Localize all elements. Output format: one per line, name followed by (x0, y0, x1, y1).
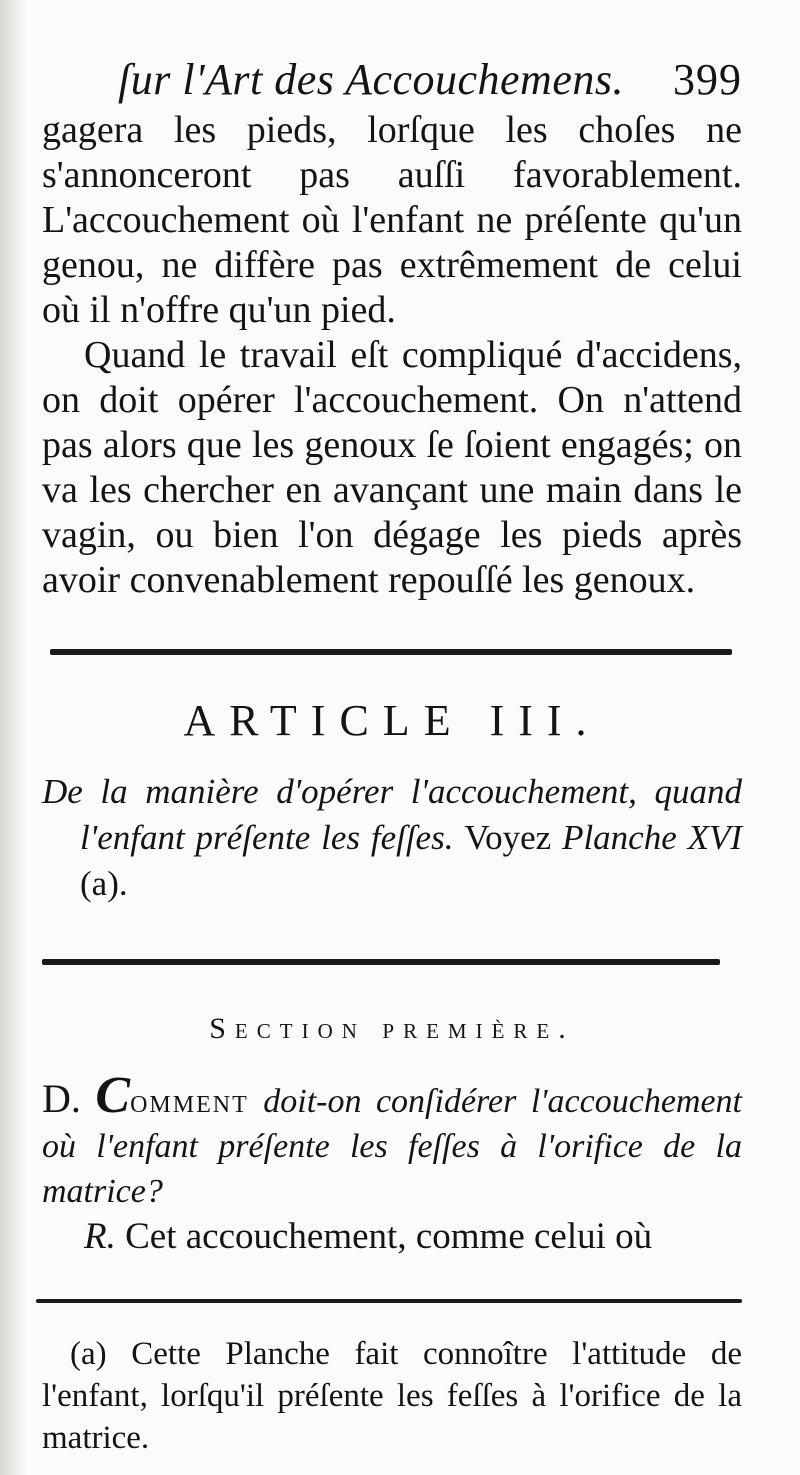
question-label: D. (42, 1076, 81, 1121)
footnote-reference: (a). (80, 864, 128, 903)
answer (42, 1214, 742, 1259)
article-title-text: De la manière d'opérer l'accouchement, quand l'enfant préſente les feſſes. (42, 772, 742, 857)
divider-rule (42, 959, 720, 965)
footnote: (a) Cette Planche fait connoître l'attitude de l'enfant, lorſqu'il préſente les feſſes à l'orifice de la matrice. (42, 1336, 742, 1456)
question-smallcaps-word: omment (130, 1083, 249, 1120)
question (42, 1067, 742, 1214)
article-title (42, 769, 742, 907)
divider-rule (50, 649, 732, 655)
page-header (42, 52, 742, 108)
page-number: 399 (673, 55, 742, 104)
answer-label: R. (84, 1216, 116, 1257)
body-text (42, 108, 742, 603)
article-title-plate: Planche XVI (562, 818, 743, 857)
answer-text: Cet accouchement, comme celui où (125, 1216, 653, 1257)
question-text: doit-on conſidérer l'accouchement où l'enfant préſente les feſſes à l'orifice de la matrice? (42, 1083, 742, 1210)
article-title-see: Voyez (464, 818, 552, 857)
page-content (42, 52, 742, 1459)
article-heading: ARTICLE III. (183, 696, 601, 745)
footnote-rule (36, 1299, 742, 1303)
paragraph-continuation: gagera les pieds, lorſque les choſes ne s'annonceront pas auſſi favorablement. L'accouchement où l'enfant ne préſente qu'un genou, ne diffère pas extrêmement de celui où il n'offre qu'un pied. (42, 109, 742, 331)
page-gutter-shadow (0, 0, 26, 1475)
paragraph: Quand le travail eſt compliqué d'accidens, on doit opérer l'accouchement. On n'attend pas alors que les genoux ſe ſoient engagés; on va les chercher en avançant une main dans le vagin, ou bien l'on dégage les pieds après avoir convenablement repouſſé les genoux. (42, 334, 742, 601)
section-heading: Section première. (209, 1012, 575, 1045)
running-title: ſur l'Art des Accouchemens. (118, 55, 624, 104)
question-dropcap: C (95, 1067, 131, 1124)
